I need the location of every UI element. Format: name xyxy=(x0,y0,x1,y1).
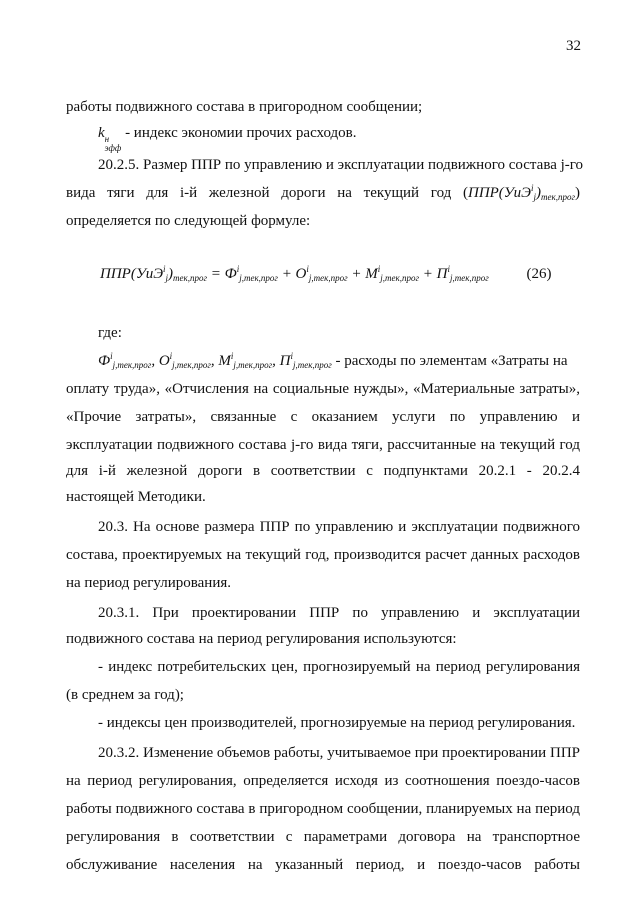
definitions-line: оплату труда», «Отчисления на социальные нужды», «Материальные затраты», xyxy=(66,381,580,397)
k-symbol: k xyxy=(98,125,105,141)
k-definition xyxy=(98,124,357,153)
paragraph-20-2-5-line: 20.2.5. Размер ППР по управлению и эксплуатации подвижного состава j-го xyxy=(98,157,584,173)
definitions-line: $Ф^i_{j,тек,прог}$, $О^i_{j,тек,прог}$, $М^i_{j,тек,прог}$, $П^i_{j,тек,прог}$ - расходы по элементам «Затраты на xyxy=(98,351,568,370)
inline-formula: $ППР(УиЭ^i_j)_{тек,прог}$ xyxy=(467,183,575,202)
k-definition-text: - индекс экономии прочих расходов. xyxy=(125,125,357,141)
paragraph-20-3-line: на период регулирования. xyxy=(66,575,232,591)
paragraph-20-2-5-line: вида тяги для i-й железной дороги на текущий год $(ППР(УиЭ^i_j)_{тек,прог})$ xyxy=(66,183,580,202)
paragraph-20-2-5-line: определяется по следующей формуле: xyxy=(66,213,311,229)
paragraph-20-3-1-line: 20.3.1. При проектировании ППР по управлению и эксплуатации xyxy=(98,605,580,621)
bullet-item-continuation: (в среднем за год); xyxy=(66,687,184,703)
text-line: работы подвижного состава в пригородном сообщении; xyxy=(66,99,423,115)
definitions-line: эксплуатации подвижного состава j-го вида тяги, рассчитанные на текущий год xyxy=(66,437,580,453)
paragraph-20-3-2-line: работы подвижного состава в пригородном сообщении, планируемых на период xyxy=(66,801,580,817)
definitions-line: для i-й железной дороги в соответствии с подпунктами 20.2.1 - 20.2.4 xyxy=(66,463,580,479)
paragraph-20-3-2-line: 20.3.2. Изменение объемов работы, учитываемое при проектировании ППР xyxy=(98,745,580,761)
definitions-line: настоящей Методики. xyxy=(66,489,206,505)
where-label: где: xyxy=(98,325,122,341)
k-sub-sup: н эфф xyxy=(104,134,122,153)
paragraph-20-3-2-line: обслуживание населения на указанный период, и поездо-часов работы xyxy=(66,857,580,873)
formula-26: $ППР(УиЭ^i_j)_{тек,прог} = Ф^i_{j,тек,прог} + О^i_{j,тек,прог} + М^i_{j,тек,прог} + П^i_{j,тек,прог}$ (26) xyxy=(100,264,552,283)
paragraph-20-3-line: 20.3. На основе размера ППР по управлению и эксплуатации подвижного xyxy=(98,519,580,535)
paragraph-20-3-line: состава, проектируемых на текущий год, производится расчет данных расходов xyxy=(66,547,580,563)
bullet-item: - индексы цен производителей, прогнозируемые на период регулирования. xyxy=(98,715,576,731)
definitions-line: «Прочие затраты», связанные с оказанием услуги по управлению и xyxy=(66,409,580,425)
page-number: 32 xyxy=(566,38,581,54)
formula-number: (26) xyxy=(526,266,552,282)
paragraph-20-3-2-line: регулирования в соответствии с параметрами договора на транспортное xyxy=(66,829,580,845)
bullet-item: - индекс потребительских цен, прогнозируемый на период регулирования xyxy=(98,659,580,675)
paragraph-20-3-2-line: на период регулирования, определяется исходя из соотношения поездо-часов xyxy=(66,773,580,789)
paragraph-20-3-1-line: подвижного состава на период регулирования используются: xyxy=(66,631,457,647)
